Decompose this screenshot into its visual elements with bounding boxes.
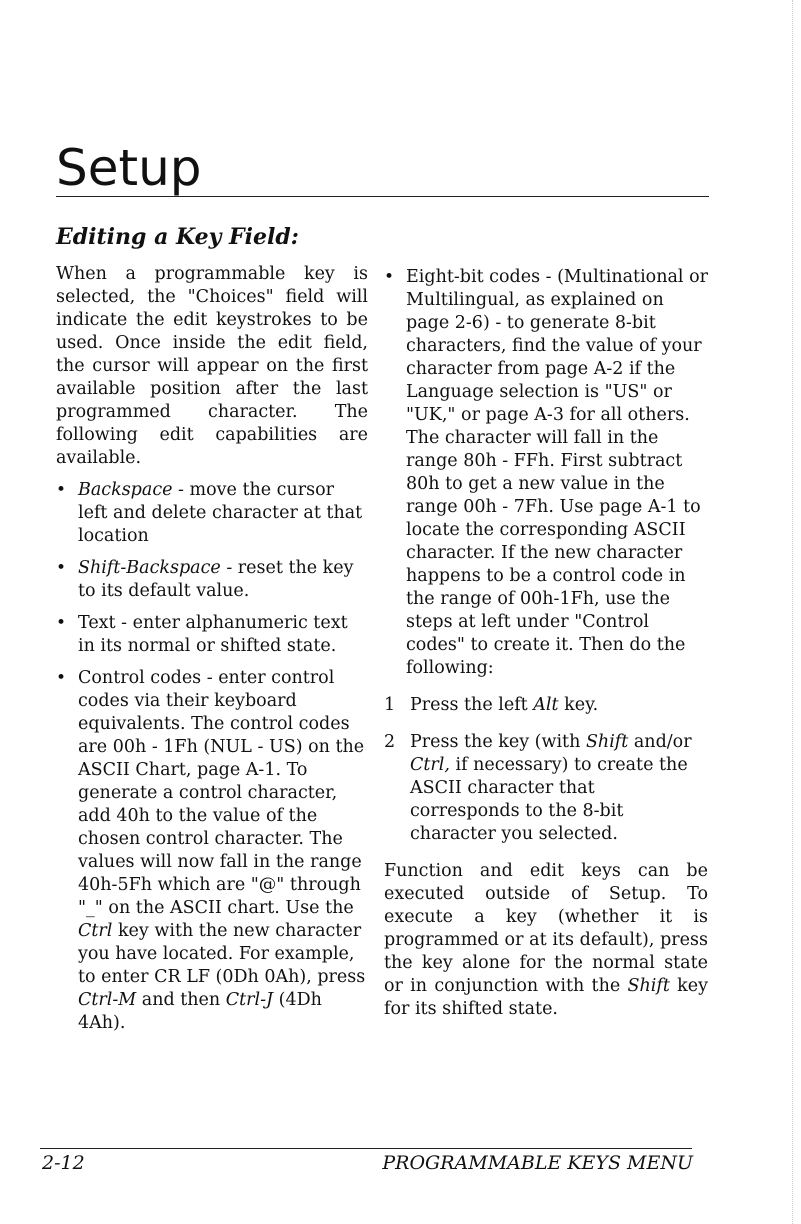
key-term: Ctrl-J (225, 990, 274, 1010)
scan-margin-edge (792, 0, 793, 1224)
item-text: Control codes - enter control codes via their keyboard equivalents. The control codes are 00h - 1Fh (NUL - US) on the ASCII Chart, page A-1. To generate a control character, add 40h to the value of the chosen control character. The values will now fall in the range 40h-5Fh which are "@" through "_" on the ASCII chart. Use the (78, 668, 365, 918)
key-term: Shift-Backspace (78, 558, 221, 578)
list-item-shift-backspace (56, 557, 368, 603)
item-text: - reset the key to its default value. (78, 558, 354, 601)
step-text: and/or (628, 732, 692, 752)
section-name: PROGRAMMABLE KEYS MENU (382, 1152, 693, 1174)
eight-bit-list (384, 266, 708, 680)
item-text: Text - enter alphanumeric text in its normal or shifted state. (78, 613, 348, 656)
key-term: Shift (585, 732, 629, 752)
list-item-eight-bit: • Eight-bit codes - (Multinational or Multilingual, as explained on page 2-6) - to generate 8-bit characters, find the value of your character from page A-2 if the Language selection is "US" or "UK," or page A-3 for all others. The character will fall in the range 80h - FFh. First subtract 80h to get a new value in the range 00h - 7Fh. Use page A-1 to locate the corresponding ASCII character. If the new character happens to be a control code in the range of 00h-1Fh, use the steps at left under "Control codes" to create it. Then do the following: (384, 266, 708, 680)
key-term: Ctrl (78, 921, 113, 941)
list-item-control-codes (56, 667, 368, 1035)
section-subheading: Editing a Key Field: (56, 224, 299, 250)
right-column (384, 266, 708, 1021)
item-text: and then (136, 990, 226, 1010)
page-title: Setup (56, 139, 202, 197)
paragraph-text: key for its shifted state. (384, 976, 708, 1019)
closing-paragraph (384, 860, 708, 1021)
key-term: Backspace (78, 480, 173, 500)
title-rule (56, 196, 709, 197)
steps-list (384, 694, 708, 846)
footer-rule (40, 1148, 692, 1149)
step-item (384, 731, 708, 846)
key-term: Shift (627, 976, 670, 996)
step-number: 2 (384, 732, 396, 752)
paragraph-text: Function and edit keys can be executed outside of Setup. To execute a key (whether it is programmed or at its default), press the key alone for the normal state or in conjunction with the (384, 861, 708, 996)
step-number: 1 (384, 695, 396, 715)
list-item-text (56, 612, 368, 658)
edit-capabilities-list (56, 479, 368, 1035)
step-text: if necessary) to create the ASCII character that corresponds to the 8-bit character you selected. (410, 755, 688, 844)
item-text: - move the cursor left and delete character at that location (78, 480, 363, 546)
key-term: Ctrl, (410, 755, 450, 775)
step-item (384, 694, 708, 717)
list-item-backspace (56, 479, 368, 548)
step-text: key. (558, 695, 599, 715)
key-term: Ctrl-M (78, 990, 137, 1010)
page-number: 2-12 (42, 1152, 85, 1174)
intro-paragraph: When a programmable key is selected, the "Choices" field will indicate the edit keystrokes to be used. Once inside the edit field, the cursor will appear on the first available position after the last programmed character. The following edit capabilities are available. (56, 264, 368, 468)
item-text: key with the new character you have located. For example, to enter CR LF (0Dh 0Ah), press (78, 921, 366, 987)
left-column (56, 263, 368, 1035)
key-term: Alt (533, 695, 559, 715)
step-text: Press the left (410, 695, 534, 715)
item-text: (4Dh 4Ah). (78, 990, 322, 1033)
step-text: Press the key (with (410, 732, 586, 752)
